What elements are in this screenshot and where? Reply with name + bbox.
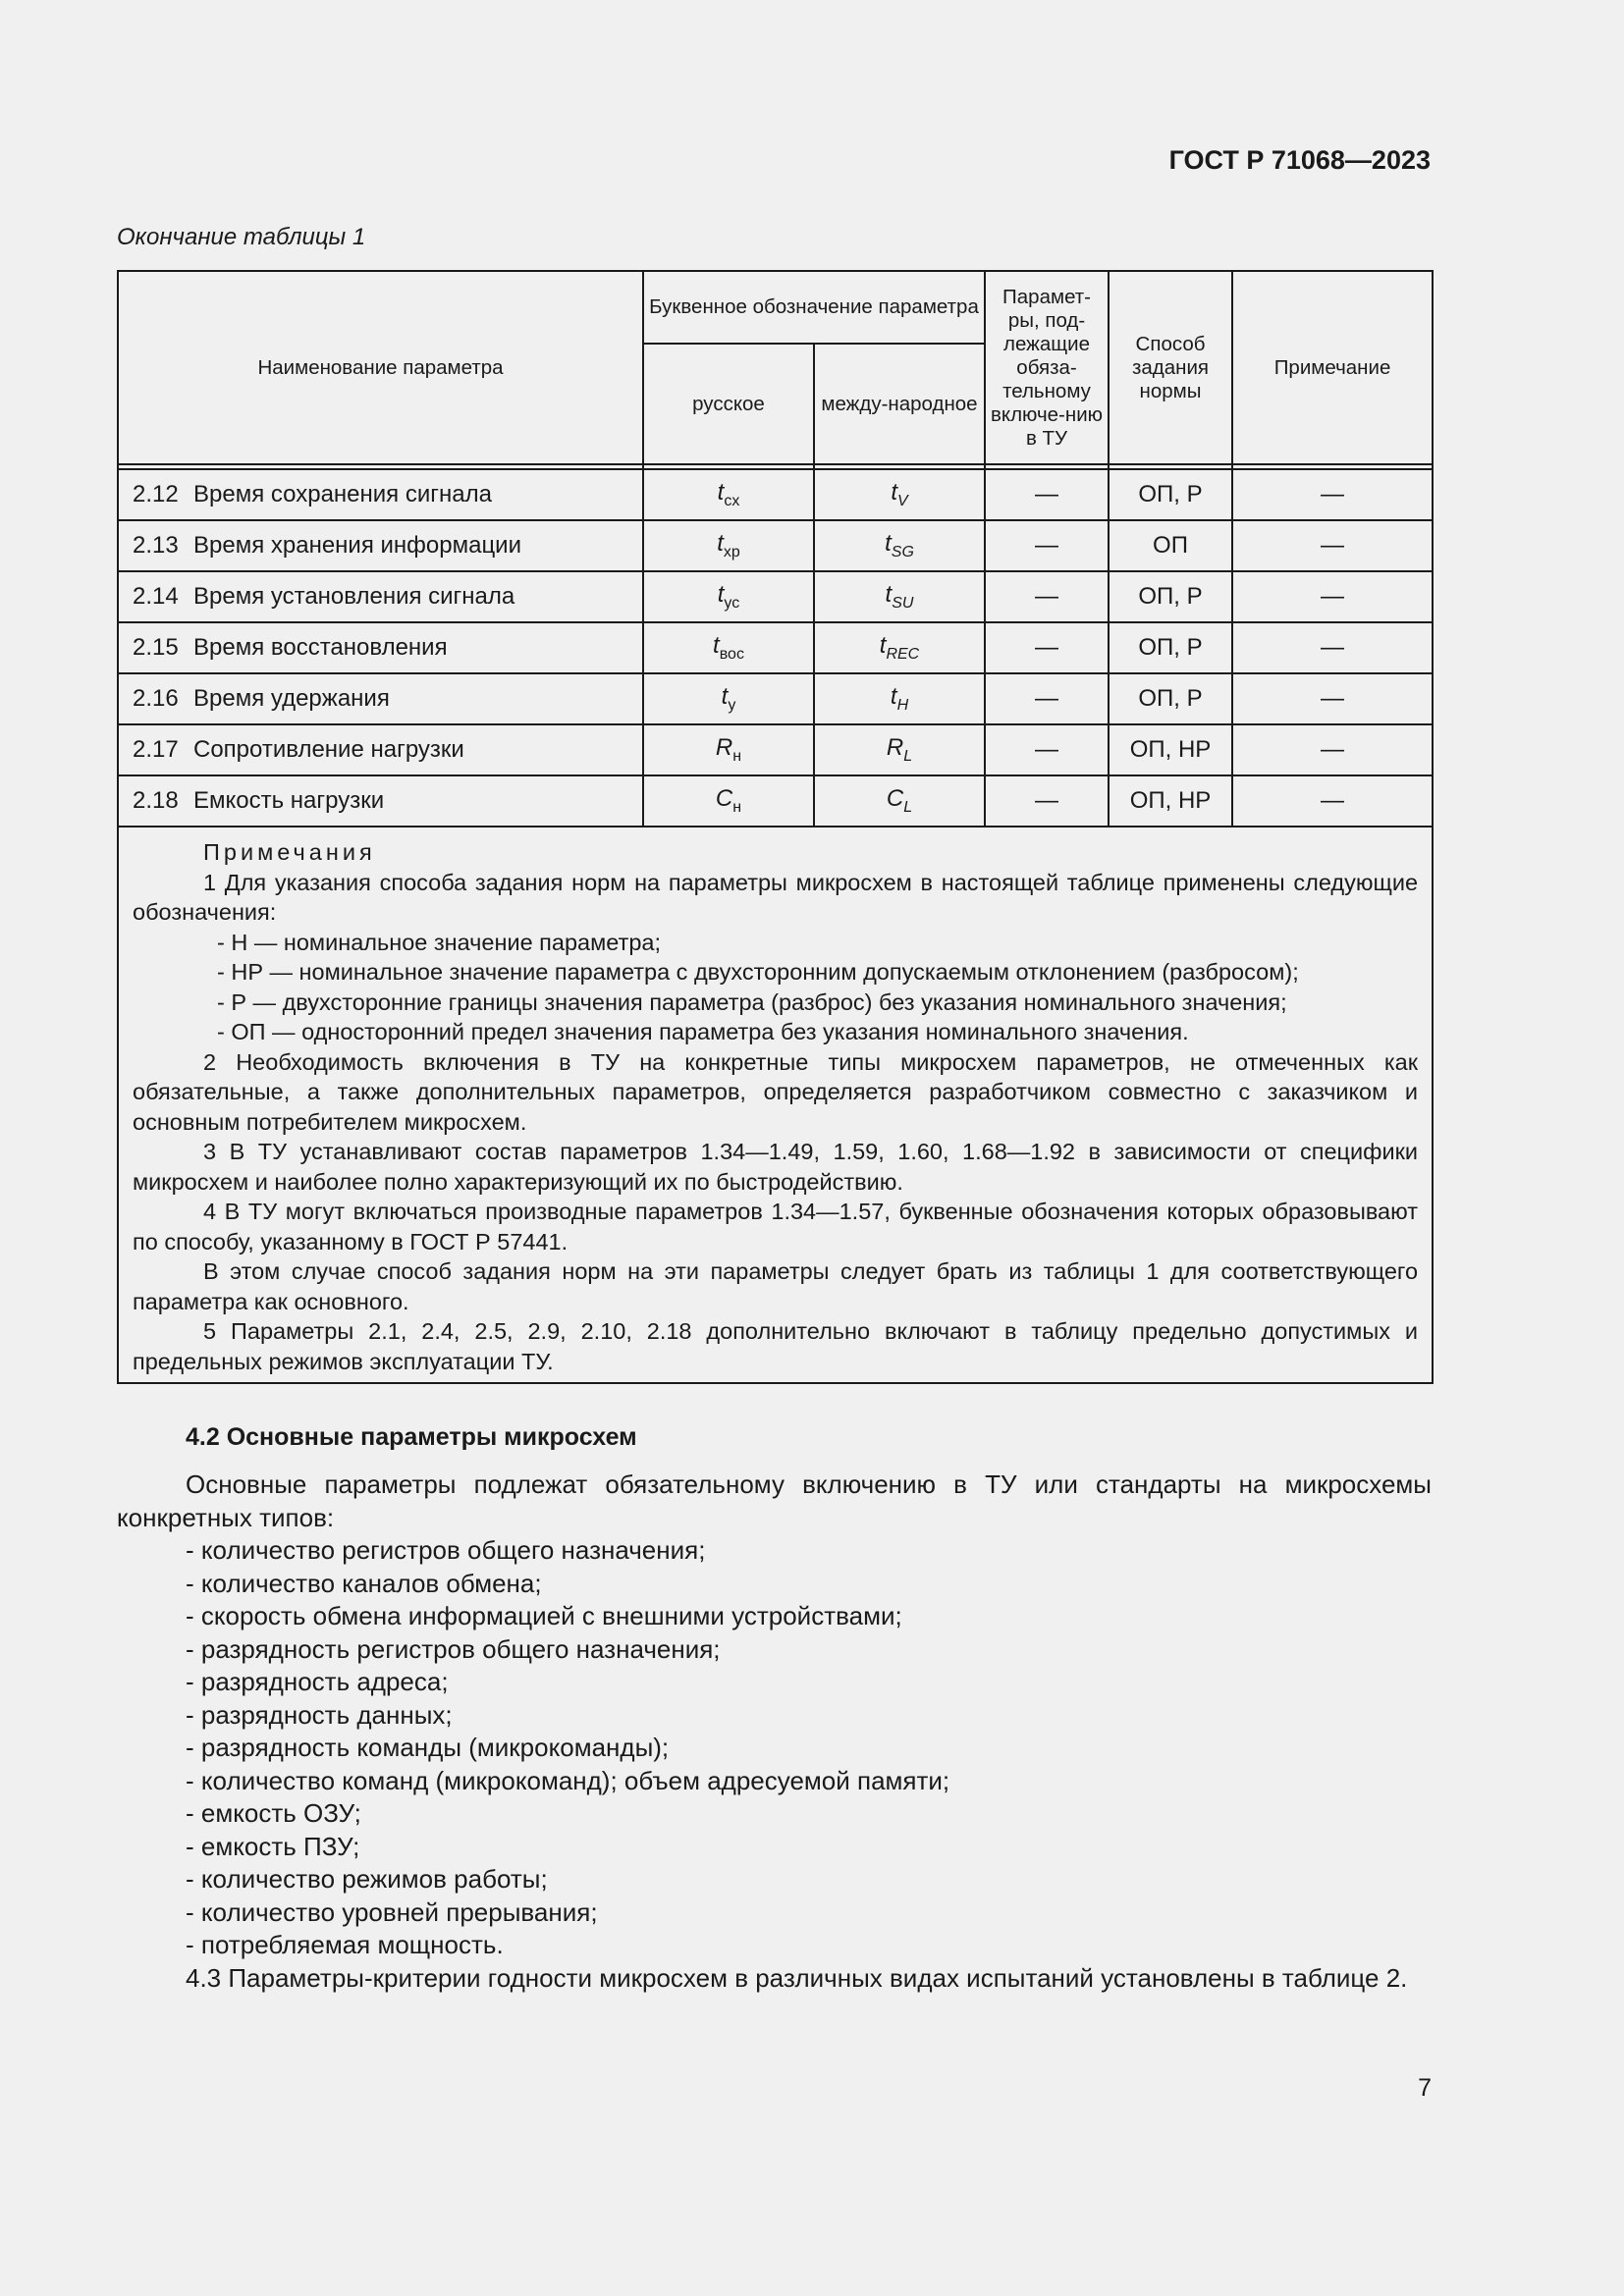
table-row: [118, 622, 1433, 673]
international-symbol: $t_H$: [814, 673, 985, 724]
section-heading: 4.2 Основные параметры микросхем: [186, 1423, 637, 1451]
list-item: - потребляемая мощность.: [186, 1930, 504, 1959]
international-symbol: $C_L$: [814, 775, 985, 827]
russian-symbol: $t_у$: [643, 673, 814, 724]
note-cell: —: [1232, 520, 1433, 571]
table-row: [118, 775, 1433, 827]
mandatory-cell: —: [985, 469, 1109, 520]
list-item: - разрядность данных;: [186, 1699, 453, 1730]
list-item: - количество команд (микрокоманд); объем адресуемой памяти;: [186, 1765, 950, 1795]
header-name: Наименование параметра: [118, 271, 643, 464]
method-cell: ОП, Р: [1109, 673, 1232, 724]
header-letter-designation: Буквенное обозначение параметра: [643, 271, 985, 344]
param-name-cell: 2.18 Емкость нагрузки: [118, 775, 643, 827]
section-intro: Основные параметры подлежат обязательному включению в ТУ или стандарты на микросхемы конкретных типов:: [117, 1469, 1432, 1532]
method-cell: ОП: [1109, 520, 1232, 571]
note-3: 3 В ТУ устанавливают состав параметров 1.34—1.49, 1.59, 1.60, 1.68—1.92 в зависимости от специфики микросхем и наиболее полно характеризующий их по быстродействию.: [133, 1139, 1419, 1195]
table-row: [118, 469, 1433, 520]
list-item: - разрядность регистров общего назначения;: [186, 1633, 721, 1664]
param-name-cell: 2.14 Время установления сигнала: [118, 571, 643, 622]
mandatory-cell: —: [985, 571, 1109, 622]
page-number: 7: [1418, 2074, 1432, 2102]
note-cell: —: [1232, 469, 1433, 520]
mandatory-cell: —: [985, 520, 1109, 571]
method-cell: ОП, НР: [1109, 775, 1232, 827]
mandatory-cell: —: [985, 724, 1109, 775]
note-1-item: - Р — двухсторонние границы значения параметра (разброс) без указания номинального значения;: [217, 988, 1287, 1015]
table-caption: Окончание таблицы 1: [117, 224, 366, 250]
note-4-continued: В этом случае способ задания норм на эти параметры следует брать из таблицы 1 для соответствующего параметра как основного.: [133, 1258, 1419, 1314]
table-row: [118, 520, 1433, 571]
note-cell: —: [1232, 724, 1433, 775]
header-note: Примечание: [1232, 271, 1433, 464]
table-row: [118, 724, 1433, 775]
list-item: - количество регистров общего назначения;: [186, 1535, 706, 1565]
header-russian: русское: [643, 344, 814, 464]
list-item: - емкость ПЗУ;: [186, 1831, 360, 1861]
param-name-cell: 2.13 Время хранения информации: [118, 520, 643, 571]
list-item: - скорость обмена информацией с внешними устройствами;: [186, 1601, 902, 1630]
russian-symbol: $t_{вос}$: [643, 622, 814, 673]
note-cell: —: [1232, 673, 1433, 724]
mandatory-cell: —: [985, 673, 1109, 724]
table-row: [118, 571, 1433, 622]
list-item: - разрядность адреса;: [186, 1667, 449, 1696]
list-item: - количество каналов обмена;: [186, 1568, 542, 1598]
mandatory-cell: —: [985, 622, 1109, 673]
note-cell: —: [1232, 571, 1433, 622]
note-1-item: - Н — номинальное значение параметра;: [217, 929, 661, 955]
international-symbol: $R_L$: [814, 724, 985, 775]
note-5: 5 Параметры 2.1, 2.4, 2.5, 2.9, 2.10, 2.18 дополнительно включают в таблицу предельно допустимых и предельных режимов эксплуатации ТУ.: [133, 1318, 1419, 1374]
list-item: - емкость ОЗУ;: [186, 1798, 361, 1828]
section-body: [117, 1468, 1432, 1995]
mandatory-cell: —: [985, 775, 1109, 827]
russian-symbol: $R_н$: [643, 724, 814, 775]
list-item: - количество уровней прерывания;: [186, 1896, 598, 1927]
international-symbol: $t_{SG}$: [814, 520, 985, 571]
note-1: 1 Для указания способа задания норм на параметры микросхем в настоящей таблице применены следующие обозначения:: [133, 869, 1419, 925]
param-name-cell: 2.15 Время восстановления: [118, 622, 643, 673]
note-1-item: - ОП — односторонний предел значения параметра без указания номинального значения.: [217, 1019, 1189, 1044]
russian-symbol: $t_{хр}$: [643, 520, 814, 571]
header-mandatory: Парамет-ры, под-лежащие обяза-тельному включе-нию в ТУ: [985, 271, 1109, 464]
param-name-cell: 2.12 Время сохранения сигнала: [118, 469, 643, 520]
note-cell: —: [1232, 775, 1433, 827]
list-item: - количество режимов работы;: [186, 1864, 548, 1894]
header-method: Способ задания нормы: [1109, 271, 1232, 464]
table-notes: [118, 827, 1433, 1383]
note-cell: —: [1232, 622, 1433, 673]
note-2: 2 Необходимость включения в ТУ на конкретные типы микросхем параметров, не отмеченных как обязательные, а также дополнительных параметров, определяется разработчиком совместно с заказчиком и основным потребителем микросхем.: [133, 1048, 1419, 1135]
russian-symbol: $t_{ус}$: [643, 571, 814, 622]
table-row: [118, 673, 1433, 724]
russian-symbol: $C_н$: [643, 775, 814, 827]
method-cell: ОП, Р: [1109, 571, 1232, 622]
parameters-table: [117, 270, 1434, 1384]
international-symbol: $t_{SU}$: [814, 571, 985, 622]
note-4: 4 В ТУ могут включаться производные параметров 1.34—1.57, буквенные обозначения которых образовывают по способу, указанному в ГОСТ Р 57441.: [133, 1199, 1419, 1255]
international-symbol: $t_V$: [814, 469, 985, 520]
param-name-cell: 2.16 Время удержания: [118, 673, 643, 724]
paragraph-4-3: 4.3 Параметры-критерии годности микросхем в различных видах испытаний установлены в таблице 2.: [186, 1962, 1408, 1993]
russian-symbol: $t_{сх}$: [643, 469, 814, 520]
method-cell: ОП, НР: [1109, 724, 1232, 775]
param-name-cell: 2.17 Сопротивление нагрузки: [118, 724, 643, 775]
list-item: - разрядность команды (микрокоманды);: [186, 1733, 670, 1762]
international-symbol: $t_{REC}$: [814, 622, 985, 673]
document-code: ГОСТ Р 71068—2023: [1168, 145, 1431, 175]
header-international: между-народное: [814, 344, 985, 464]
note-1-item: - НР — номинальное значение параметра с двухсторонним допускаемым отклонением (разбросом);: [217, 959, 1299, 985]
method-cell: ОП, Р: [1109, 622, 1232, 673]
notes-title: Примечания: [203, 839, 376, 865]
method-cell: ОП, Р: [1109, 469, 1232, 520]
